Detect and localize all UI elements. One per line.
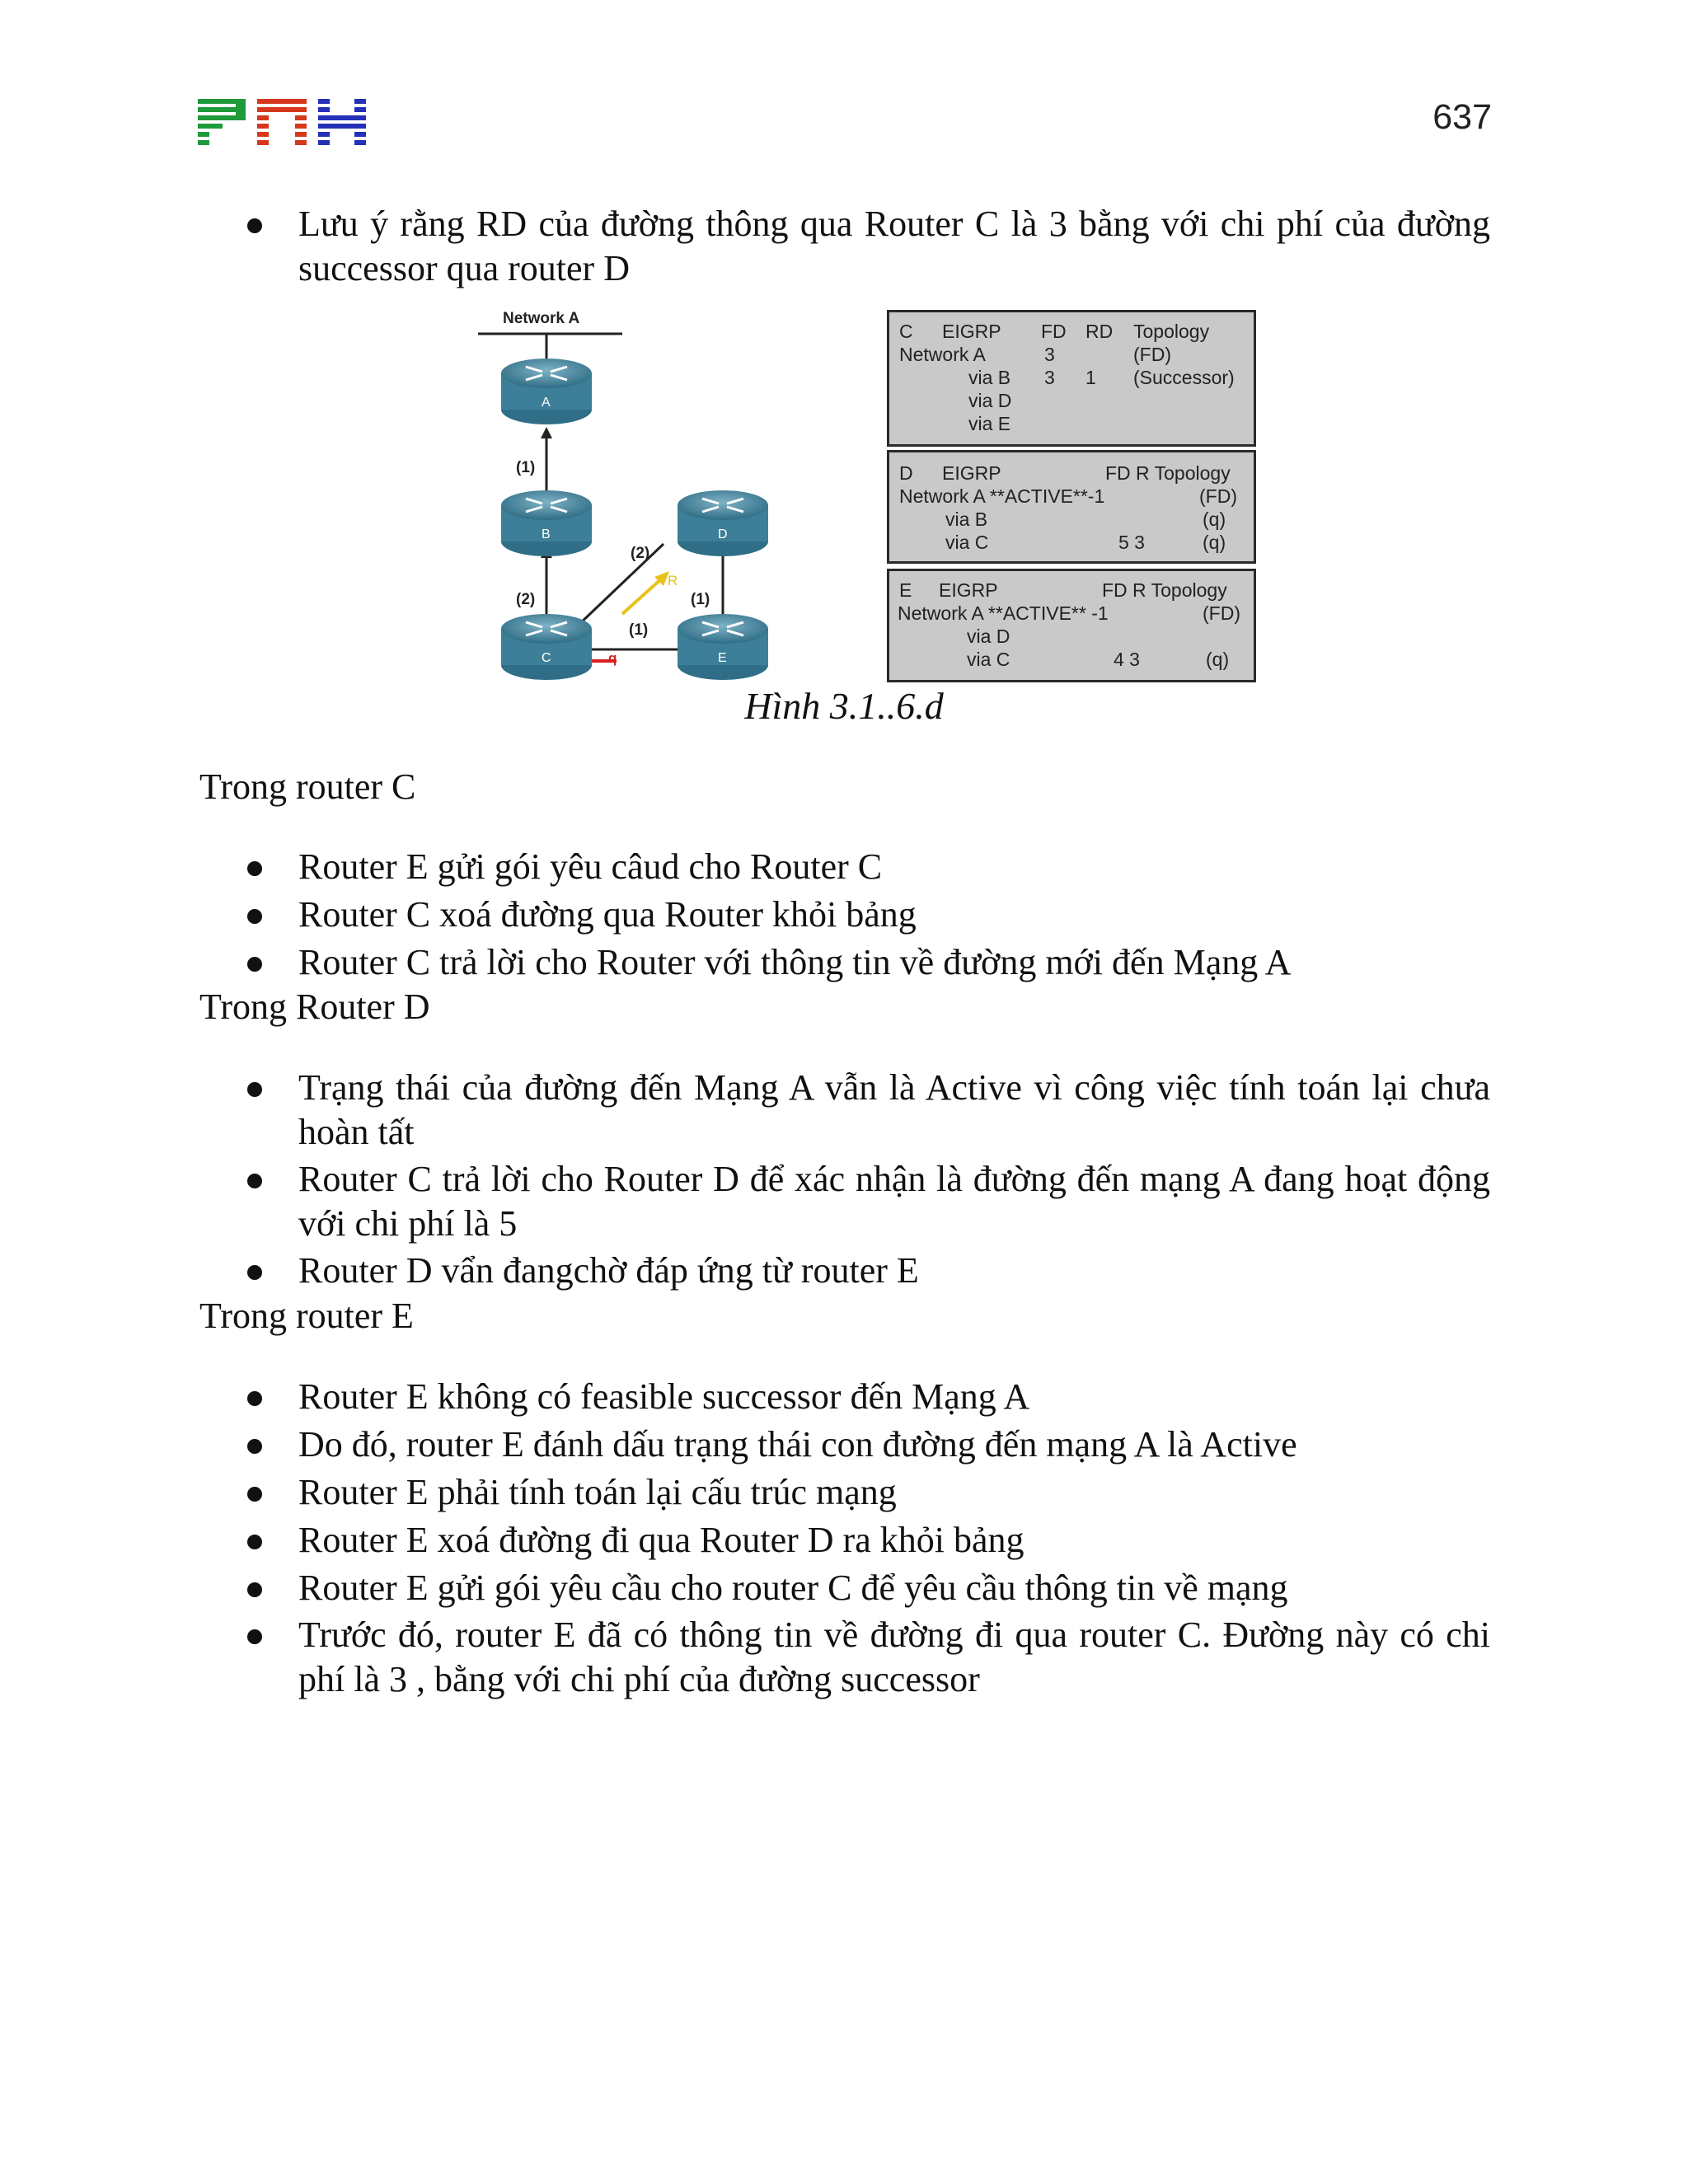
- table-d-protocol: EIGRP: [942, 462, 1001, 484]
- router-d-label: D: [718, 527, 728, 541]
- table-c-fd: 3: [1044, 344, 1055, 365]
- topology-table-e: [887, 569, 1256, 682]
- table-e-via-d: via D: [967, 626, 1010, 647]
- table-e-protocol: EIGRP: [939, 579, 998, 601]
- list-item-text: Router D vẩn đangchờ đáp ứng từ router E: [298, 1250, 919, 1291]
- table-c-fd-header: FD: [1041, 321, 1067, 342]
- network-a-label: Network A: [503, 310, 580, 327]
- label-bc: (2): [516, 591, 536, 608]
- table-d-via-b: via B: [945, 509, 988, 530]
- label-ab: (1): [516, 459, 536, 476]
- network-diagram: [462, 297, 791, 684]
- reply-arrow: [622, 577, 663, 614]
- list-item-text: Do đó, router E đánh dấu trạng thái con đường đến mạng A là Active: [298, 1424, 1297, 1465]
- table-c-via-e: via E: [968, 413, 1011, 434]
- list-item-text: Router E không có feasible successor đến Mạng A: [298, 1376, 1030, 1417]
- router-b-label: B: [542, 527, 551, 541]
- table-c-router: C: [899, 321, 913, 342]
- list-item-text: Router E gửi gói yêu câud cho Router C: [298, 846, 883, 887]
- table-e-fd-tag: (FD): [1203, 602, 1240, 624]
- table-c-via-d: via D: [968, 390, 1012, 411]
- router-e: [678, 614, 768, 680]
- list-item-text: Router E phải tính toán lại cấu trúc mạng: [298, 1472, 897, 1512]
- table-c-via-b-fd: 3: [1044, 367, 1055, 388]
- table-d-header: FD R Topology: [1105, 462, 1231, 484]
- list-item-text: Router C xoá đường qua Router khỏi bảng: [298, 894, 917, 935]
- router-c: [501, 614, 592, 680]
- router-a: [501, 359, 592, 424]
- pnh-logo: [198, 99, 367, 145]
- intro-bullet-text: Lưu ý rằng RD của đường thông qua Router C là 3 bằng với chi phí của đường successor qua router D: [298, 204, 1490, 288]
- label-de: (1): [691, 591, 710, 608]
- section-d-heading: Trong Router D: [199, 987, 430, 1027]
- link-c-d: [577, 544, 663, 626]
- table-d-via-b-tag: (q): [1203, 509, 1226, 530]
- table-d-router: D: [899, 462, 913, 484]
- table-e-header: FD R Topology: [1102, 579, 1227, 601]
- router-e-label: E: [718, 651, 727, 665]
- list-item-text: Trước đó, router E đã có thông tin về đường đi qua router C. Đường này có chi phí là 3 , bằng với chi phí của đường successor: [298, 1615, 1490, 1699]
- list-item-text: Router E gửi gói yêu cầu cho router C để yêu cầu thông tin về mạng: [298, 1568, 1288, 1608]
- topology-table-c: [887, 310, 1256, 447]
- label-ce: (1): [629, 621, 649, 639]
- router-a-label: A: [542, 396, 551, 410]
- list-item-text: Router E xoá đường đi qua Router D ra khỏi bảng: [298, 1520, 1025, 1560]
- list-item-text: Trạng thái của đường đến Mạng A vẫn là Active vì công việc tính toán lại chưa hoàn tất: [298, 1067, 1490, 1152]
- table-c-via-b: via B: [968, 367, 1011, 388]
- table-d-via-c: via C: [945, 532, 989, 553]
- logo-letter-h: [318, 99, 366, 145]
- query-arrow-label: q: [608, 650, 617, 666]
- bullet-dot: [247, 218, 262, 233]
- table-e-via-c: via C: [967, 649, 1010, 670]
- table-c-rd-header: RD: [1085, 321, 1114, 342]
- table-c-successor: (Successor): [1133, 367, 1235, 388]
- table-c-network: Network A: [899, 344, 986, 365]
- table-d-via-c-tag: (q): [1203, 532, 1226, 553]
- table-c-fd-tag: (FD): [1133, 344, 1171, 365]
- figure-caption: Hình 3.1..6.d: [744, 685, 944, 727]
- table-e-via-c-values: 4 3: [1114, 649, 1140, 670]
- router-d: [678, 490, 768, 556]
- table-e-network: Network A **ACTIVE** -1: [898, 602, 1109, 624]
- logo-letter-p: [198, 99, 246, 145]
- topology-table-d: [887, 450, 1256, 564]
- table-d-fd-tag: (FD): [1199, 485, 1237, 507]
- label-cd: (2): [631, 545, 650, 562]
- router-c-label: C: [542, 651, 551, 665]
- table-c-via-b-rd: 1: [1085, 367, 1096, 388]
- logo-letter-n: [257, 99, 307, 145]
- reply-arrow-label: R: [668, 573, 678, 588]
- list-item-text: Router C trả lời cho Router với thông tin về đường mới đến Mạng A: [298, 942, 1292, 982]
- list-item-text: Router C trả lời cho Router D để xác nhận là đường đến mạng A đang hoạt động với chi phí là 5: [298, 1159, 1490, 1244]
- table-d-via-c-values: 5 3: [1118, 532, 1145, 553]
- table-c-topology-header: Topology: [1133, 321, 1210, 342]
- page-number: 637: [1432, 97, 1492, 137]
- router-b: [501, 490, 592, 556]
- table-e-via-c-tag: (q): [1206, 649, 1230, 670]
- table-e-router: E: [899, 579, 912, 601]
- section-e-heading: Trong router E: [199, 1296, 414, 1336]
- section-c-heading: Trong router C: [199, 766, 416, 807]
- table-d-network: Network A **ACTIVE**-1: [899, 485, 1105, 507]
- table-c-protocol: EIGRP: [942, 321, 1001, 342]
